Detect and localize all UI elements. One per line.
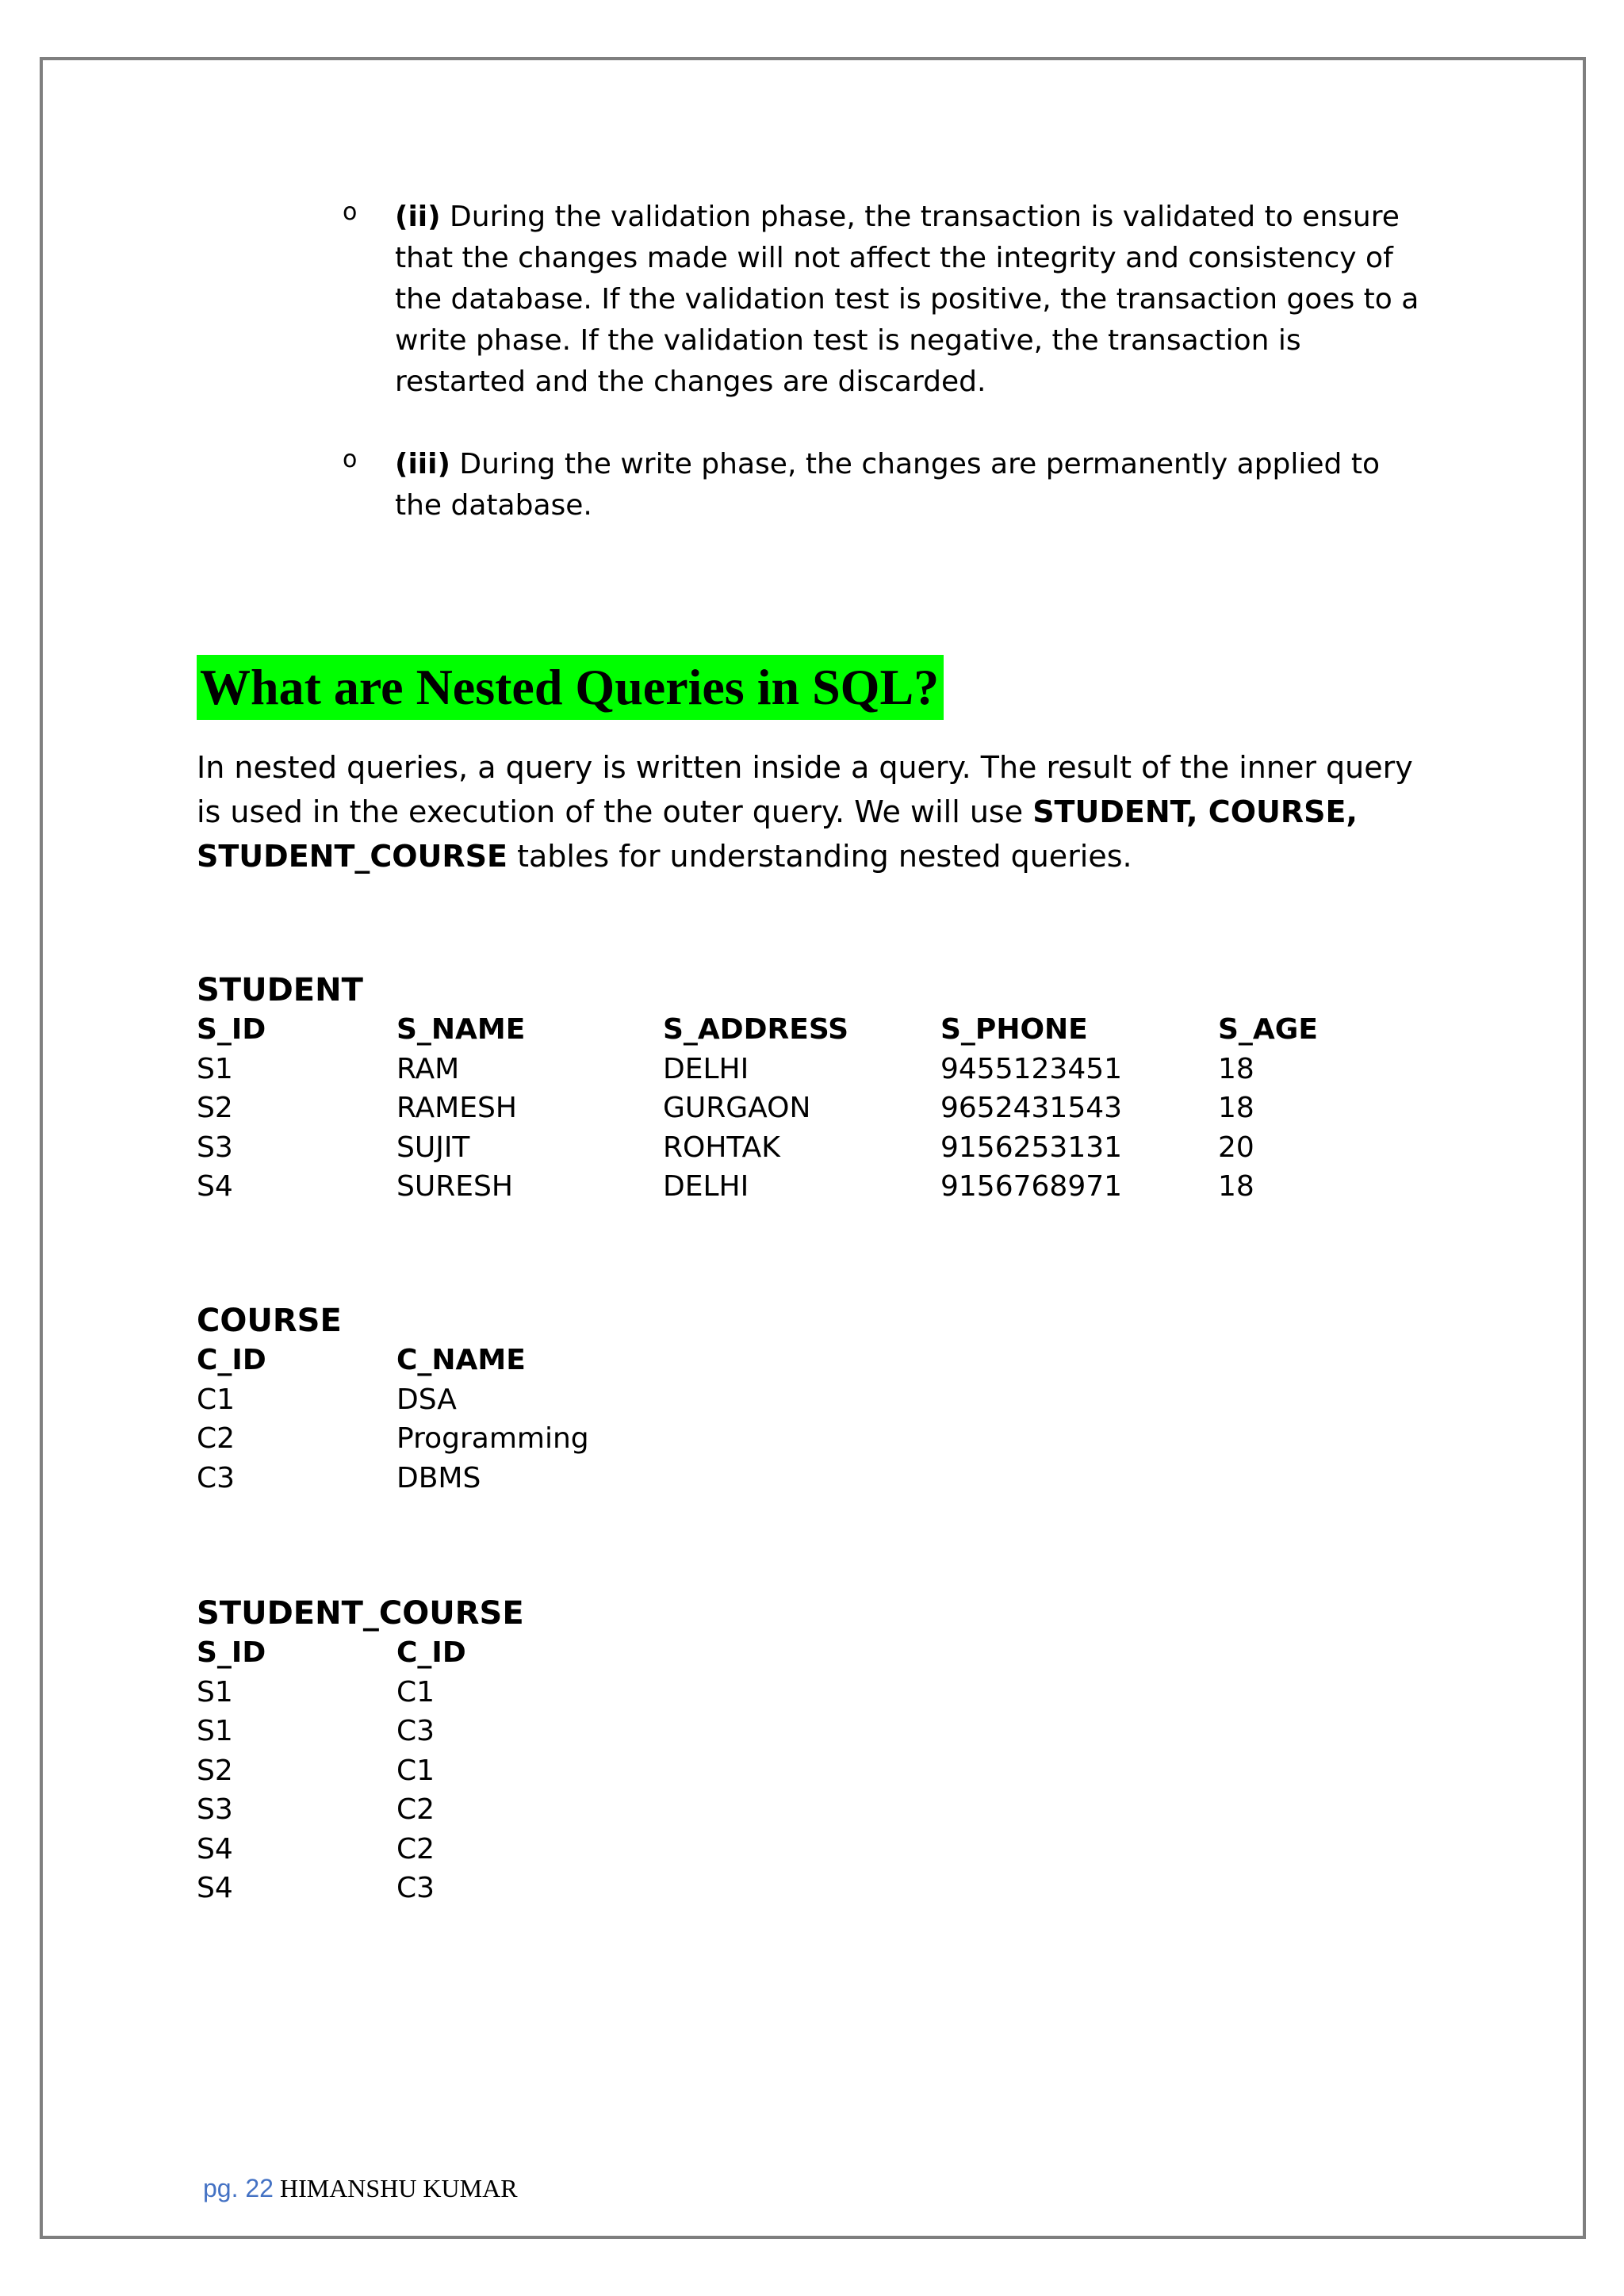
bullet-label: (ii) <box>395 201 441 233</box>
table-cell: SUJIT <box>396 1131 470 1164</box>
table-cell: S2 <box>197 1754 233 1787</box>
intro-text: In nested queries, a query is written inside a query. The result of the inner query is used in the execution of the outer query. We will use <box>197 750 1413 829</box>
column-header: S_ADDRESS <box>663 1013 849 1046</box>
table-cell: C1 <box>396 1754 435 1787</box>
bullet-body: During the write phase, the changes are permanently applied to the database. <box>395 448 1380 522</box>
table-cell: 20 <box>1218 1131 1254 1164</box>
table-row <box>197 1089 1377 1128</box>
table-row <box>197 1128 1377 1168</box>
table-row <box>197 1673 663 1712</box>
intro-bold-student-course: STUDENT_COURSE <box>197 839 508 874</box>
bullet-marker: o <box>343 198 358 226</box>
table-cell: DELHI <box>663 1170 749 1203</box>
table-row <box>197 1869 663 1908</box>
intro-bold-tables: STUDENT, COURSE, <box>1032 794 1358 829</box>
table-cell: DELHI <box>663 1052 749 1085</box>
table-row <box>197 1167 1377 1207</box>
table-header-row <box>197 1633 663 1673</box>
table-cell: 18 <box>1218 1170 1254 1203</box>
table-cell: 18 <box>1218 1092 1254 1124</box>
student-course-table <box>197 1594 663 1908</box>
course-table <box>197 1301 663 1498</box>
table-cell: C3 <box>396 1715 435 1747</box>
bullet-label: (iii) <box>395 448 450 480</box>
table-cell: RAM <box>396 1052 460 1085</box>
bullet-marker: o <box>343 446 358 473</box>
table-cell: C2 <box>396 1832 435 1866</box>
bullet-body: During the validation phase, the transaction is validated to ensure that the changes made will not affect the integrity and consistency of the database. If the validation test is positive, the transaction goes to a write phase. If the validation test is negative, the transaction is restarted and the changes are discarded. <box>395 201 1419 398</box>
table-cell: SURESH <box>396 1170 513 1203</box>
table-cell: S2 <box>197 1092 233 1124</box>
table-cell: C2 <box>396 1793 435 1826</box>
table-cell: ROHTAK <box>663 1131 780 1164</box>
table-header-row <box>197 1010 1377 1050</box>
table-row <box>197 1050 1377 1089</box>
table-row <box>197 1790 663 1830</box>
section-heading: What are Nested Queries in SQL? <box>197 655 944 720</box>
bullet-text <box>395 444 1421 526</box>
table-cell: S4 <box>197 1872 233 1904</box>
table-cell: S3 <box>197 1131 233 1164</box>
table-cell: 9156253131 <box>940 1131 1123 1164</box>
table-cell: C1 <box>396 1675 435 1709</box>
table-title: STUDENT <box>197 972 363 1008</box>
table-cell: S3 <box>197 1793 233 1826</box>
table-cell: DBMS <box>396 1461 481 1494</box>
page-number: pg. 22 <box>203 2174 274 2202</box>
table-cell: RAMESH <box>396 1092 517 1124</box>
table-row <box>197 1380 663 1420</box>
table-title: COURSE <box>197 1303 342 1339</box>
table-row <box>197 1830 663 1869</box>
table-cell: 18 <box>1218 1052 1254 1085</box>
table-row <box>197 1751 663 1791</box>
table-cell: DSA <box>396 1383 457 1416</box>
table-cell: C3 <box>396 1872 435 1904</box>
intro-text-end: tables for understanding nested queries. <box>508 839 1132 874</box>
table-cell: C3 <box>197 1461 236 1494</box>
table-cell: S1 <box>197 1715 233 1747</box>
table-header-row <box>197 1341 663 1380</box>
column-header: C_ID <box>197 1344 266 1376</box>
table-cell: S1 <box>197 1052 233 1085</box>
section-intro <box>197 745 1434 878</box>
bullet-item-write <box>343 444 1421 526</box>
table-cell: GURGAON <box>663 1092 811 1124</box>
table-cell: C2 <box>197 1422 236 1455</box>
table-cell: C1 <box>197 1383 236 1416</box>
column-header: S_NAME <box>396 1013 526 1046</box>
bullet-text <box>395 197 1421 403</box>
table-row <box>197 1712 663 1751</box>
column-header: C_ID <box>396 1636 466 1669</box>
table-cell: 9652431543 <box>940 1092 1123 1124</box>
column-header: S_ID <box>197 1636 266 1669</box>
footer-author: HIMANSHU KUMAR <box>279 2174 518 2202</box>
table-cell: Programming <box>396 1422 589 1455</box>
table-cell: S4 <box>197 1832 233 1866</box>
table-cell: 9156768971 <box>940 1170 1123 1203</box>
table-cell: 9455123451 <box>940 1052 1123 1085</box>
bullet-item-validation <box>343 197 1421 403</box>
column-header: S_ID <box>197 1013 266 1046</box>
column-header: S_AGE <box>1218 1013 1318 1046</box>
table-cell: S1 <box>197 1675 233 1709</box>
column-header: S_PHONE <box>940 1013 1088 1046</box>
student-table <box>197 970 1377 1207</box>
table-row <box>197 1459 663 1498</box>
column-header: C_NAME <box>396 1344 526 1376</box>
page-footer <box>203 2172 518 2204</box>
table-cell: S4 <box>197 1170 233 1203</box>
table-row <box>197 1419 663 1459</box>
table-title: STUDENT_COURSE <box>197 1595 524 1632</box>
bullet-list <box>343 197 1421 526</box>
